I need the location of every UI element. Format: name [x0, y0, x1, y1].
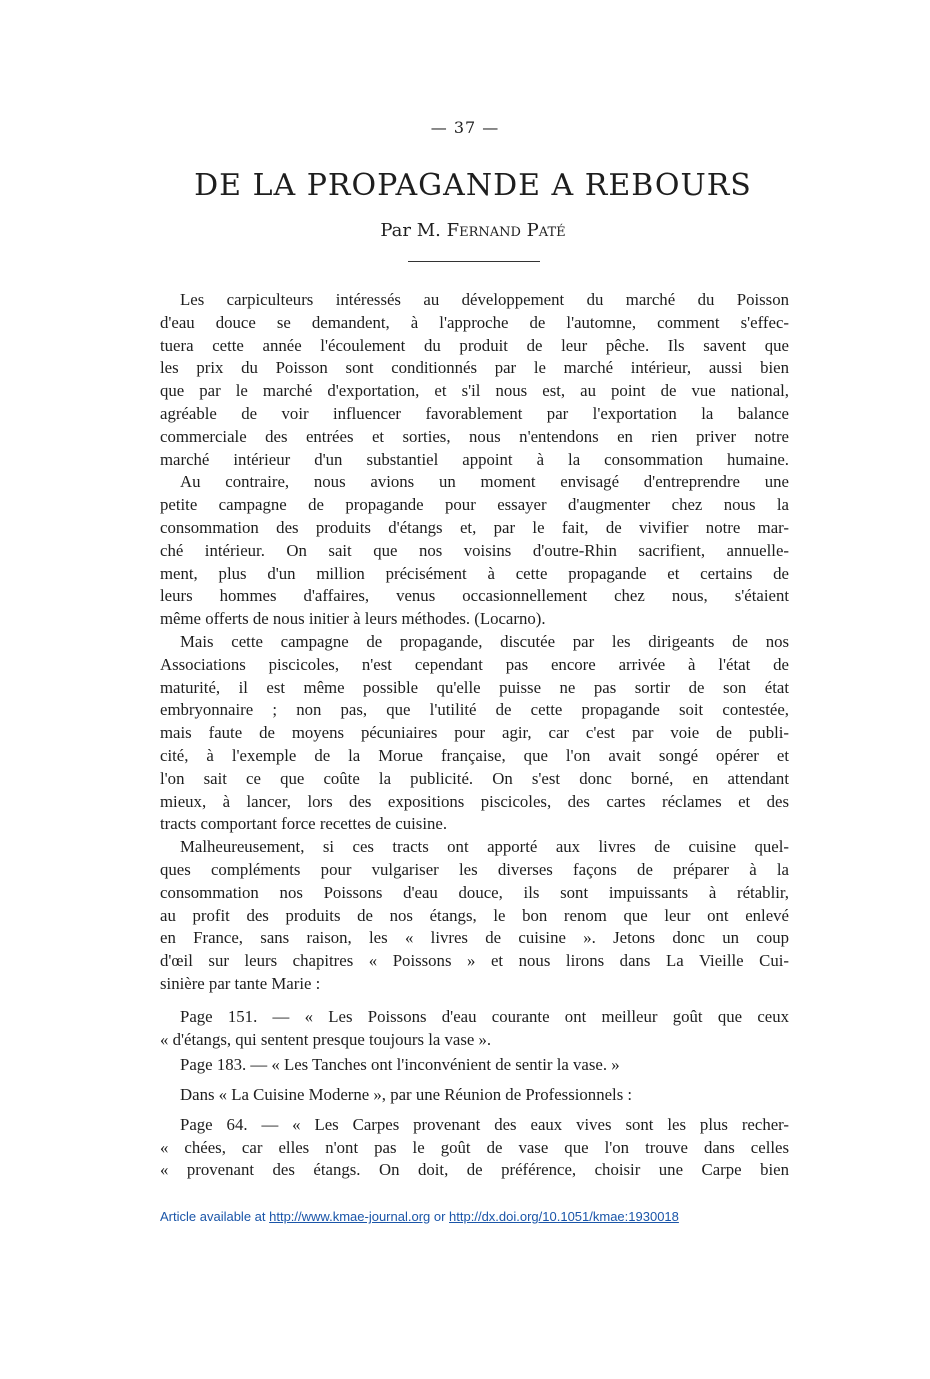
text-line: « provenant des étangs. On doit, de préférence, choisir une Carpe bien — [160, 1160, 789, 1180]
article-title: DE LA PROPAGANDE A REBOURS — [194, 168, 752, 203]
text-line: tracts comportant force recettes de cuisine. — [160, 814, 448, 834]
footer-availability — [160, 1209, 679, 1224]
text-line: agréable de voir influencer favorablement par l'exportation la balance — [160, 403, 789, 423]
journal-link[interactable]: http://www.kmae-journal.org — [269, 1209, 431, 1224]
page-number: — 37 — — [430, 118, 500, 137]
text-line: Mais cette campagne de propagande, discutée par les dirigeants de nos — [180, 631, 789, 651]
footer-middle: or — [430, 1209, 450, 1224]
text-line: au profit des produits de nos étangs, le bon renom que leur ont enlevé — [160, 905, 789, 925]
paragraph-2 — [160, 471, 789, 631]
text-line: ques compléments pour vulgariser les diverses façons de préparer à la — [160, 859, 789, 879]
text-line: que par le marché d'exportation, et s'il nous est, au point de vue national, — [160, 381, 789, 401]
paragraph-1 — [160, 289, 789, 471]
text-line: même offerts de nous initier à leurs méthodes. (Locarno). — [160, 609, 546, 629]
text-line: petite campagne de propagande pour essayer d'augmenter chez nous la — [160, 495, 789, 515]
text-line: cité, à l'exemple de la Morue française, que l'on avait songé opérer et — [160, 745, 789, 765]
text-line: Malheureusement, si ces tracts ont apporté aux livres de cuisine quel- — [180, 837, 789, 857]
text-line: embryonnaire ; non pas, que l'utilité de cette propagande soit contestée, — [160, 700, 789, 720]
text-line: Dans « La Cuisine Moderne », par une Réunion de Professionnels : — [180, 1085, 633, 1105]
footer-prefix: Article available at — [160, 1209, 270, 1224]
text-line: sinière par tante Marie : — [160, 973, 321, 993]
text-line: « d'étangs, qui sentent presque toujours la vase ». — [160, 1029, 492, 1049]
byline-author: Fernand Paté — [446, 220, 566, 241]
text-line: Associations piscicoles, n'est cependant pas encore arrivée à l'état de — [160, 654, 789, 674]
paragraph-4 — [160, 836, 789, 996]
text-line: Page 64. — « Les Carpes provenant des eaux vives sont les plus recher- — [180, 1114, 789, 1134]
text-line: en France, sans raison, les « livres de cuisine ». Jetons donc un coup — [160, 928, 789, 948]
quote-page-64 — [160, 1114, 789, 1182]
text-line: « chées, car elles n'ont pas le goût de vase que l'on trouve dans celles — [160, 1137, 789, 1157]
paragraph-3 — [160, 631, 789, 836]
quote-source — [160, 1084, 789, 1107]
text-line: consommation des produits d'étangs et, par le fait, de vivifier notre mar- — [160, 517, 789, 537]
text-line: Au contraire, nous avions un moment envisagé d'entreprendre une — [180, 472, 789, 492]
text-line: consommation nos Poissons d'eau douce, ils sont impuissants à rétablir, — [160, 882, 789, 902]
text-line: d'œil sur leurs chapitres « Poissons » et nous lirons dans La Vieille Cui- — [160, 951, 789, 971]
text-line: leurs hommes d'affaires, venus occasionnellement chez nous, s'étaient — [160, 586, 789, 606]
text-line: mieux, à lancer, lors des expositions piscicoles, des cartes réclames et des — [160, 791, 789, 811]
article-body — [160, 289, 789, 1182]
text-line: commerciale des entrées et sorties, nous n'entendons en rien priver notre — [160, 426, 789, 446]
text-line: maturité, il est même possible qu'elle puisse ne pas sortir de son état — [160, 677, 789, 697]
text-line: d'eau douce se demandent, à l'approche de l'automne, comment s'effec- — [160, 312, 789, 332]
doi-link[interactable]: http://dx.doi.org/10.1051/kmae:1930018 — [449, 1209, 679, 1224]
byline-prefix: Par M. — [380, 220, 447, 241]
text-line: tuera cette année l'écoulement du produit de leur pêche. Ils savent que — [160, 335, 789, 355]
text-line: ché intérieur. On sait que nos voisins d'outre-Rhin sacrifient, annuelle- — [160, 540, 789, 560]
text-line: Page 151. — « Les Poissons d'eau courante ont meilleur goût que ceux — [180, 1006, 789, 1026]
title-rule — [408, 261, 540, 262]
text-line: marché intérieur d'un substantiel appoint à la consommation humaine. — [160, 449, 789, 469]
text-line: les prix du Poisson sont conditionnés par le marché intérieur, aussi bien — [160, 358, 789, 378]
text-line: mais faute de moyens pécuniaires pour agir, car c'est par voie de publi- — [160, 723, 789, 743]
text-line: ment, plus d'un million précisément à cette propagande et certains de — [160, 563, 789, 583]
text-line: Page 183. — « Les Tanches ont l'inconvénient de sentir la vase. » — [180, 1055, 620, 1075]
text-line: Les carpiculteurs intéressés au développement du marché du Poisson — [180, 290, 789, 309]
text-line: l'on sait ce que coûte la publicité. On s'est donc borné, en attendant — [160, 768, 789, 788]
quote-page-183 — [160, 1054, 789, 1077]
quote-page-151 — [160, 1006, 789, 1052]
byline — [0, 220, 930, 241]
